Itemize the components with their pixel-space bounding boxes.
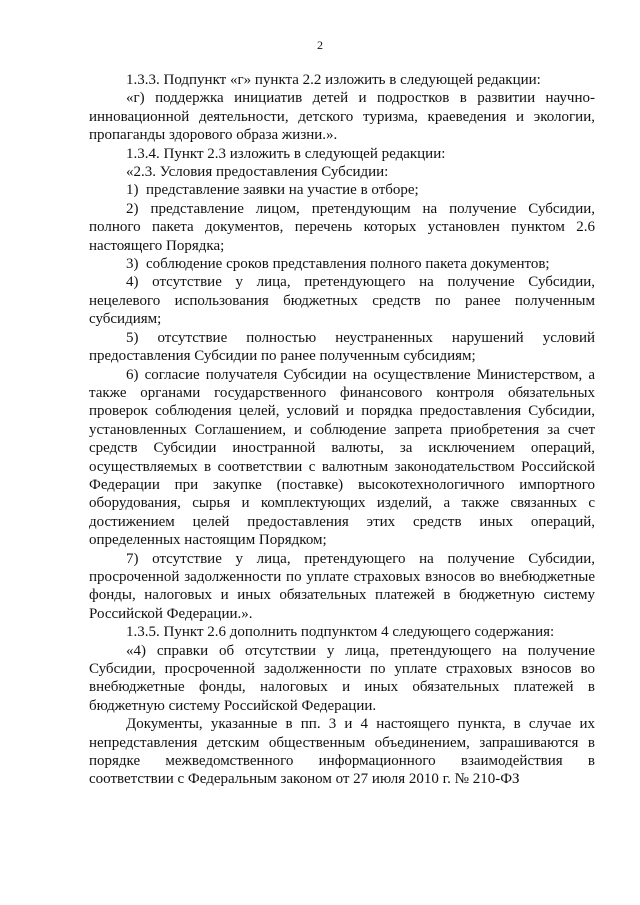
condition-item-3: 3) соблюдение сроков представления полного пакета документов;: [126, 256, 550, 273]
paragraph-1-3-4: 1.3.4. Пункт 2.3 изложить в следующей редакции:: [126, 145, 446, 162]
condition-item-7: 7) отсутствие у лица, претендующего на получение Субсидии, просроченной задолженности по уплате страховых взносов во внебюджетные фонды, налоговых и иных обязательных платежей в бюджетную систему Российской Федерации.».: [89, 550, 595, 622]
condition-item-2: 2) представление лицом, претендующим на получение Субсидии, полного пакета документов, перечень которых установлен пунктом 2.6 настоящего Порядка;: [89, 200, 595, 254]
paragraph-1-3-3: 1.3.3. Подпункт «г» пункта 2.2 изложить в следующей редакции:: [126, 72, 541, 88]
paragraph-documents-request: Документы, указанные в пп. 3 и 4 настоящего пункта, в случае их непредставления детским общественным объединением, запрашиваются в порядке межведомственного информационного взаимодействия в соответствии с Федеральным законом от 27 июля 2010 г. № 210-ФЗ: [89, 716, 595, 788]
paragraph-1-3-5: 1.3.5. Пункт 2.6 дополнить подпунктом 4 следующего содержания:: [126, 624, 555, 641]
condition-item-4: 4) отсутствие у лица, претендующего на получение Субсидии, нецелевого использования бюджетных средств по ранее полученным субсидиям;: [89, 274, 595, 328]
subpoint-4-certificate: «4) справки об отсутствии у лица, претендующего на получение Субсидии, просроченной задолженности по уплате страховых взносов во внебюджетные фонды, налоговых и иных обязательных платежей в бюджетную систему Российской Федерации.: [89, 642, 595, 714]
condition-item-5: 5) отсутствие полностью неустраненных нарушений условий предоставления Субсидии по ранее полученным субсидиям;: [89, 329, 595, 365]
condition-item-1: 1) представление заявки на участие в отборе;: [126, 182, 419, 199]
document-body: [89, 71, 595, 789]
paragraph-2-3-heading: «2.3. Условия предоставления Субсидии:: [126, 164, 389, 181]
condition-item-6: 6) согласие получателя Субсидии на осуществление Министерством, а также органами государственного финансового контроля обязательных проверок соблюдения целей, условий и порядка предоставления Субсидии, установленных Соглашением, и соблюдение запрета приобретения за счет средств Субсидии иностранной валюты, за исключением операций, осуществляемых в соответствии с валютным законодательством Российской Федерации при закупке (поставке) высокотехнологичного импортного оборудования, сырья и комплектующих изделий, а также связанных с достижением целей предоставления этих средств иных операций, определенных настоящим Порядком;: [89, 366, 595, 549]
paragraph-2-2-g: «г) поддержка инициатив детей и подростков в развитии научно-инновационной деятельности, детского туризма, краеведения и экологии, пропаганды здорового образа жизни.».: [89, 90, 595, 144]
page-number: 2: [317, 38, 323, 52]
